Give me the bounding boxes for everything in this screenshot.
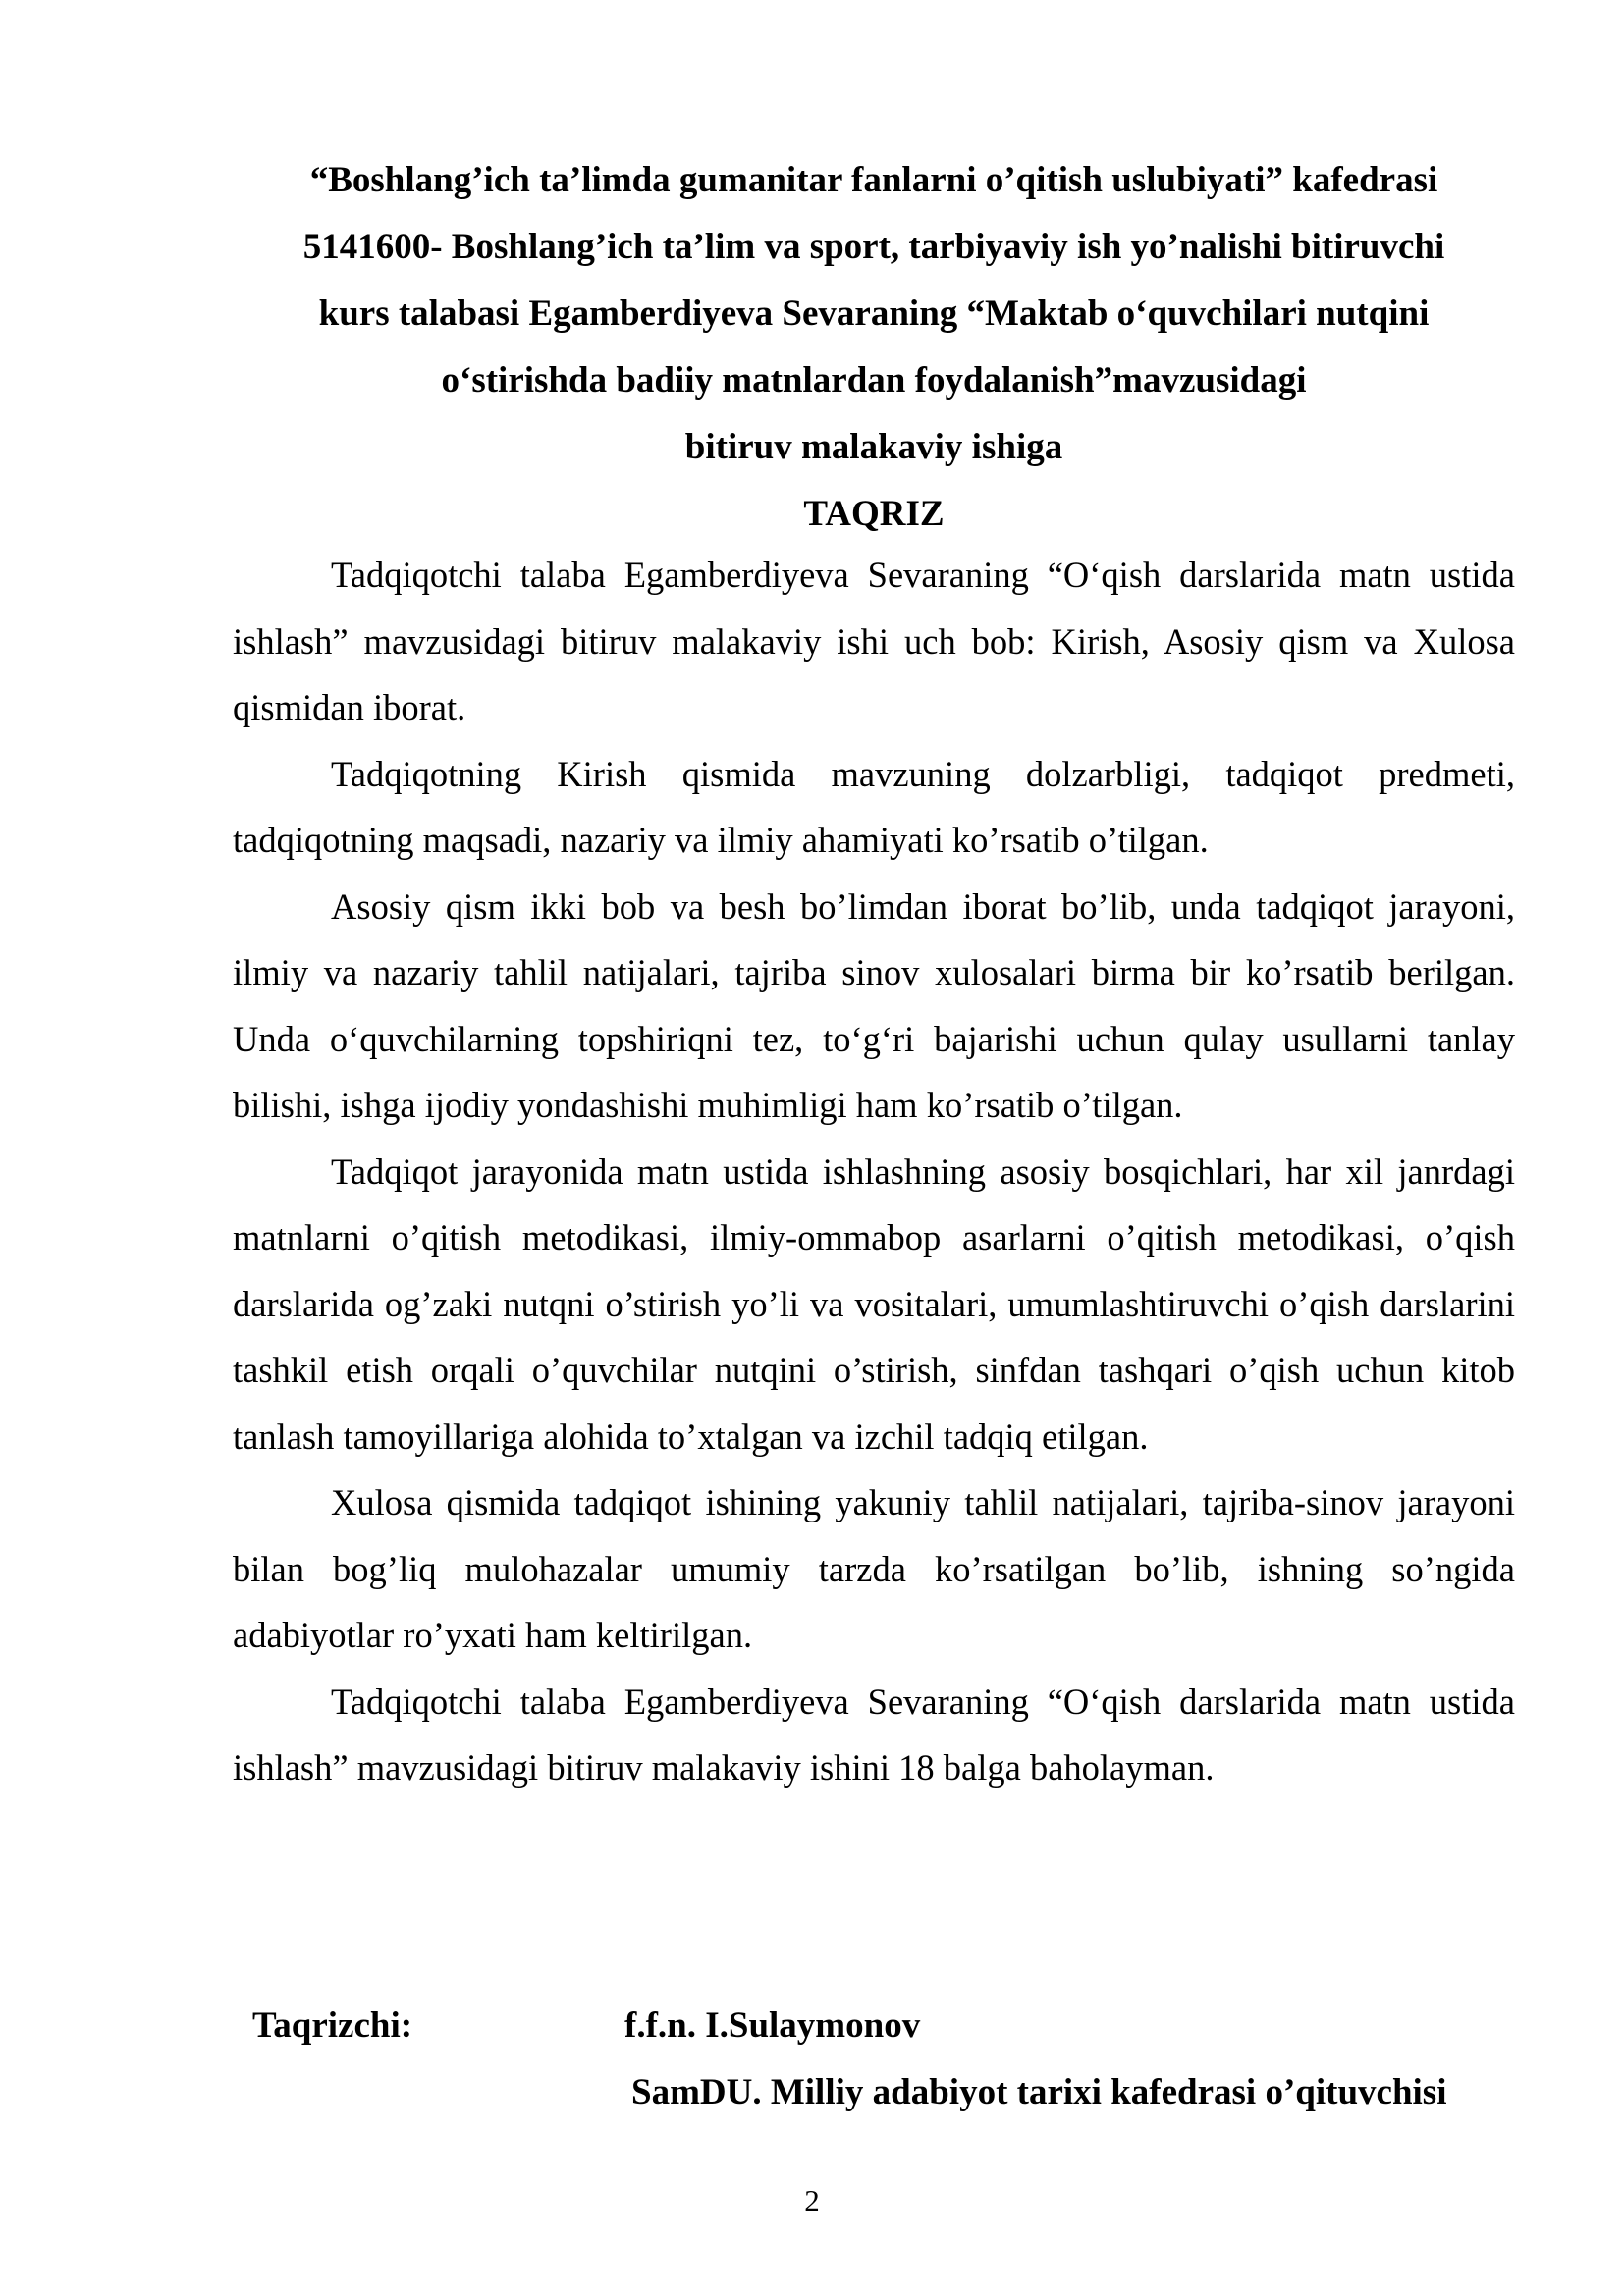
header-line: “Boshlang’ich ta’limda gumanitar fanlarni o’qitish uslubiyati” kafedrasi: [309, 160, 1438, 200]
reviewer-role: Taqrizchi:: [252, 2005, 413, 2046]
header-line: o‘stirishda badiiy matnlardan foydalanish”mavzusidagi: [441, 360, 1307, 400]
paragraph-kirish-section: Tadqiqotning Kirish qismida mavzuning dolzarbligi, tadqiqot predmeti, tadqiqotning maqsadi, nazariy va ilmiy ahamiyati ko’rsatib o’tilgan.: [233, 753, 1515, 860]
document-title: TAQRIZ: [803, 494, 945, 534]
header-line: 5141600- Boshlang’ich ta’lim va sport, tarbiyaviy ish yo’nalishi bitiruvchi: [302, 227, 1445, 267]
paragraph-research-stages: Tadqiqot jarayonida matn ustida ishlashning asosiy bosqichlari, har xil janrdagi matnlarni o’qitish metodikasi, ilmiy-ommabop asarlarni o’qitish metodikasi, o’qish darslarida og’zaki nutqni o’stirish yo’li va vositalari, umumlashtiruvchi o’qish darslarini tashkil etish orqali o’quvchilar nutqini o’stirish, sinfdan tashqari o’qish uchun kitob tanlash tamoyillariga alohida to’xtalgan va izchil tadqiq etilgan.: [233, 1150, 1515, 1457]
review-body: [233, 542, 1515, 1801]
paragraph-conclusion-section: Xulosa qismida tadqiqot ishining yakuniy tahlil natijalari, tajriba-sinov jarayoni bilan bog’liq mulohazalar umumiy tarzda ko’rsatilgan bo’lib, ishning so’ngida adabiyotlar ro’yxati ham keltirilgan.: [233, 1482, 1515, 1655]
paragraph-main-section: Asosiy qism ikki bob va besh bo’limdan iborat bo’lib, unda tadqiqot jarayoni, ilmiy va nazariy tahlil natijalari, tajriba sinov xulosalari birma bir ko’rsatib berilgan. Unda o‘quvchilarning topshiriqni tez, to‘g‘ri bajarishi uchun qulay usullarni tanlay bilishi, ishga ijodiy yondashishi muhimligi ham ko’rsatib o’tilgan.: [233, 885, 1515, 1125]
paragraph-introduction-summary: Tadqiqotchi talaba Egamberdiyeva Sevaraning “O‘qish darslarida matn ustida ishlash” mavzusidagi bitiruv malakaviy ishi uch bob: Kirish, Asosiy qism va Xulosa qismidan iborat.: [233, 555, 1515, 727]
header-line: kurs talabasi Egamberdiyeva Sevaraning “Maktab o‘quvchilari nutqini: [318, 294, 1430, 334]
reviewer-name: f.f.n. I.Sulaymonov: [624, 2005, 921, 2046]
header-line: bitiruv malakaviy ishiga: [684, 427, 1063, 467]
page-number: 2: [804, 2183, 820, 2217]
reviewer-position: SamDU. Milliy adabiyot tarixi kafedrasi o’qituvchisi: [631, 2072, 1447, 2112]
document-header: [233, 147, 1515, 548]
paragraph-grade: Tadqiqotchi talaba Egamberdiyeva Sevaraning “O‘qish darslarida matn ustida ishlash” mavzusidagi bitiruv malakaviy ishini 18 balga baholayman.: [233, 1681, 1515, 1788]
